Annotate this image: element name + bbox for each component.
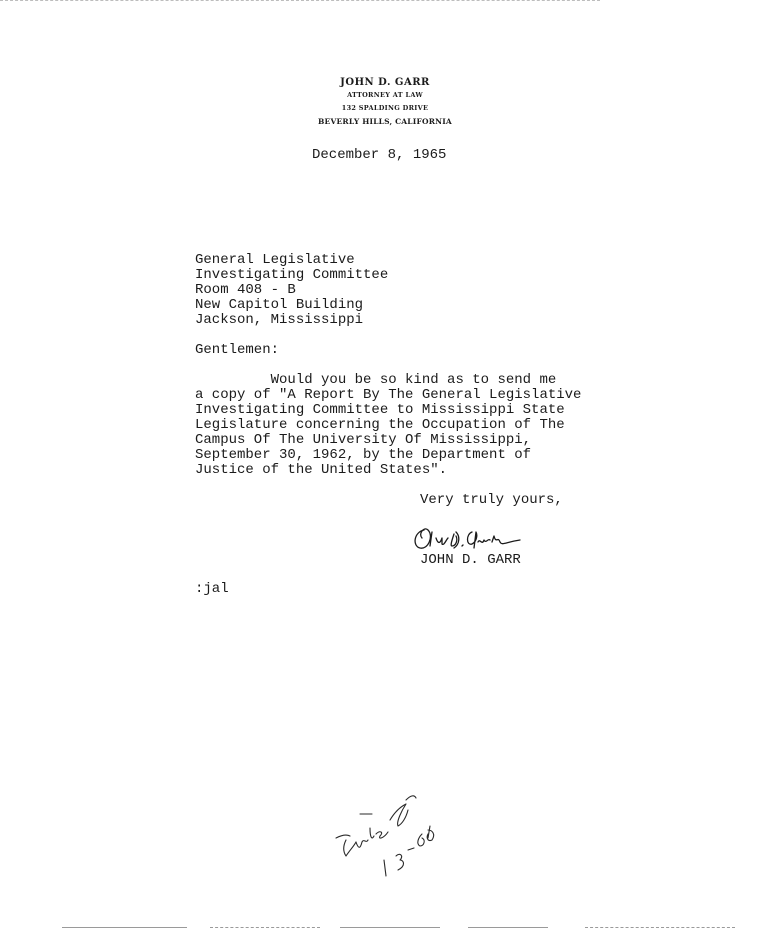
address-line: Jackson, Mississippi (195, 312, 364, 328)
salutation: Gentlemen: (195, 342, 280, 358)
handwritten-signature (410, 522, 540, 556)
body-line: Campus Of The University Of Mississippi, (195, 432, 532, 448)
scan-bottom-edge (340, 927, 440, 928)
closing: Very truly yours, (420, 492, 563, 508)
address-line: Investigating Committee (195, 267, 389, 283)
body-line: a copy of "A Report By The General Legislative (195, 387, 582, 403)
letter-date: December 8, 1965 (312, 147, 447, 163)
address-line: Room 408 - B (195, 282, 296, 298)
body-line: Legislature concerning the Occupation of The (195, 417, 565, 433)
body-line: September 30, 1962, by the Department of (195, 447, 532, 463)
handwritten-mailed-note (310, 780, 470, 890)
recipient-address (195, 253, 388, 328)
scan-edge-dashes (0, 0, 600, 1)
typed-signature-name: JOHN D. GARR (420, 552, 521, 568)
body-line: Would you be so kind as to send me (195, 372, 557, 388)
scan-bottom-edge (62, 927, 187, 928)
address-line: General Legislative (195, 252, 355, 268)
scan-bottom-edge (210, 927, 320, 928)
scan-bottom-edge (585, 927, 735, 928)
letter-body (195, 373, 581, 478)
body-line: Justice of the United States". (195, 462, 448, 478)
letterhead-name: JOHN D. GARR (340, 77, 430, 88)
letterhead-street: 132 SPALDING DRIVE (341, 104, 429, 112)
letterhead (300, 76, 470, 128)
typist-initials: :jal (195, 581, 229, 597)
letterhead-title: ATTORNEY AT LAW (347, 91, 423, 99)
address-line: New Capitol Building (195, 297, 364, 313)
scan-bottom-edge (468, 927, 548, 928)
body-line: Investigating Committee to Mississippi State (195, 402, 565, 418)
letterhead-city: BEVERLY HILLS, CALIFORNIA (318, 117, 452, 126)
